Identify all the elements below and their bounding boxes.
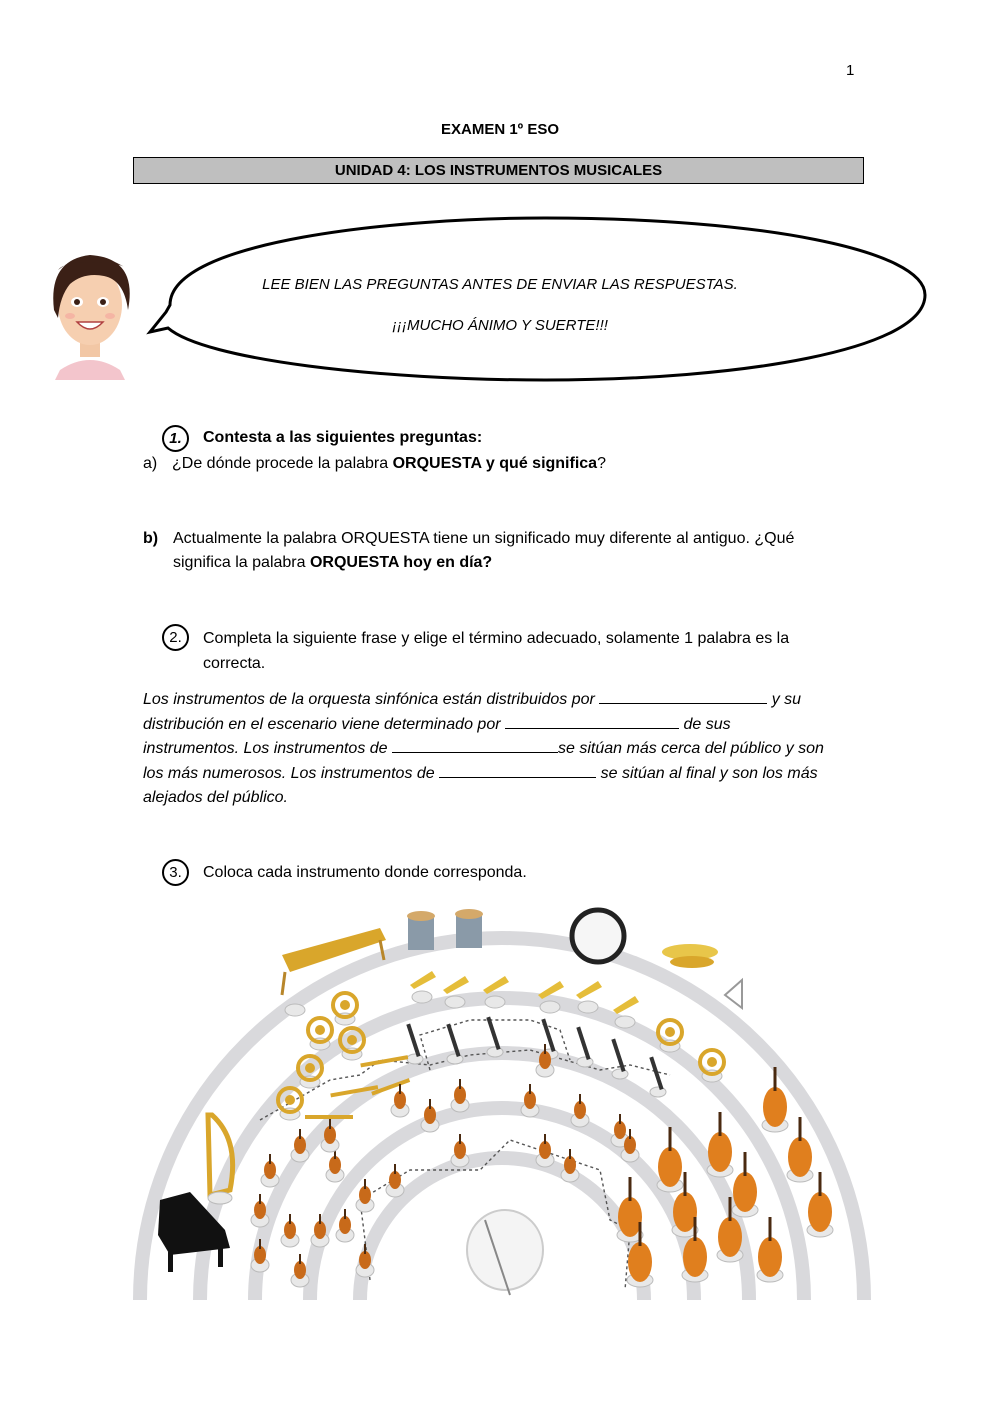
blank-2[interactable] <box>505 714 679 729</box>
orchestra-seating-diagram <box>130 900 875 1305</box>
bubble-instruction: LEE BIEN LAS PREGUNTAS ANTES DE ENVIAR LAS RESPUESTAS. <box>262 276 738 293</box>
question-1b-text: Actualmente la palabra ORQUESTA tiene un significado muy diferente al antiguo. ¿Qué significa la palabra ORQUESTA hoy en día? <box>173 530 795 571</box>
question-3-title: Coloca cada instrumento donde corresponda. <box>203 864 527 881</box>
cymbals <box>662 944 718 968</box>
trombones <box>538 981 639 1028</box>
question-2-number: 2. <box>162 624 189 651</box>
exam-title: EXAMEN 1º ESO <box>440 121 559 138</box>
question-2-fill-paragraph: Los instrumentos de la orquesta sinfónica están distribuidos por y su distribución en el escenario viene determinado por de sus instrumentos. Los instrumentos de se sitúan más cerca del público y son los más numerosos. Los instrumentos de se sitúan al final y son los más alejados del público. <box>143 691 824 806</box>
question-3-number: 3. <box>162 859 189 886</box>
conductor-podium <box>467 1210 543 1295</box>
question-1a-text: ¿De dónde procede la palabra ORQUESTA y qué significa? <box>172 455 606 472</box>
question-1a-label: a) <box>143 455 158 472</box>
blank-3[interactable] <box>392 738 558 753</box>
question-1b-label: b) <box>143 530 159 547</box>
page-number: 1 <box>846 62 855 79</box>
bass-drum <box>572 910 624 962</box>
question-2-title: Completa la siguiente frase y elige el término adecuado, solamente 1 palabra es la correcta. <box>203 630 790 672</box>
question-1-title: Contesta a las siguientes preguntas: <box>203 429 483 446</box>
bubble-good-luck: ¡¡¡MUCHO ÁNIMO Y SUERTE!!! <box>392 317 608 334</box>
question-1-number: 1. <box>162 425 189 452</box>
blank-1[interactable] <box>599 689 767 704</box>
triangle <box>725 980 742 1008</box>
trumpets <box>410 971 509 1008</box>
speech-bubble-graphic <box>0 210 1000 390</box>
unit-title-box: UNIDAD 4: LOS INSTRUMENTOS MUSICALES <box>133 157 864 184</box>
blank-4[interactable] <box>439 763 596 778</box>
teacher-avatar <box>53 255 129 380</box>
